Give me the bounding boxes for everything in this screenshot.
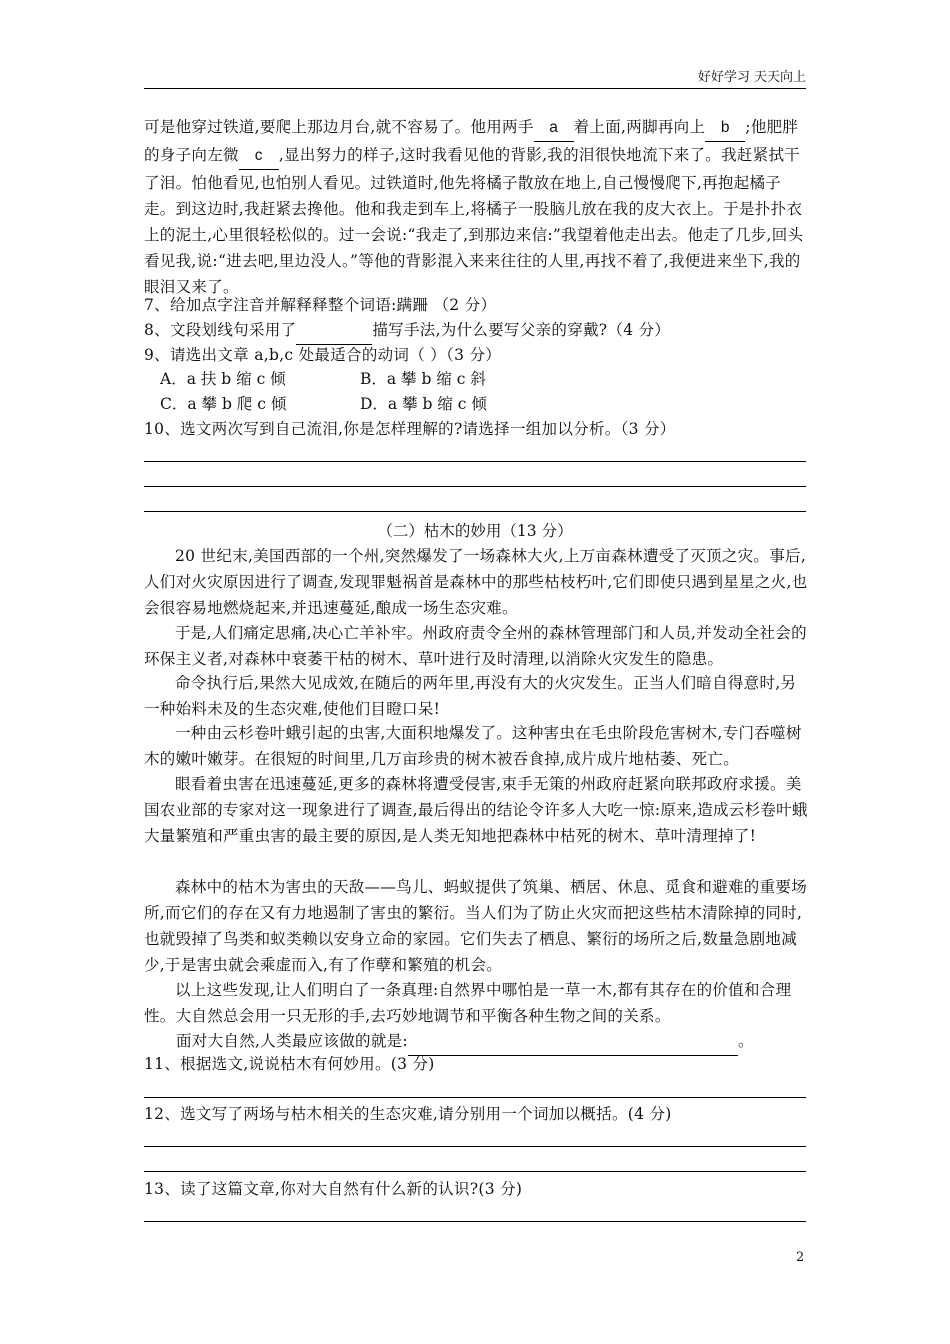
section2-title: （二）枯木的妙用（13 分） <box>377 522 573 540</box>
passage2-paragraph: 以上这些发现,让人们明白了一条真理:自然界中哪怕是一草一木,都有其存在的价值和合理性。大自然总会用一只无形的手,去巧妙地调节和平衡各种生物之间的关系。 <box>144 981 792 1025</box>
page-number: 2 <box>796 1250 805 1265</box>
page-header: 好好学习 天天向上 <box>697 70 806 85</box>
option-c: C．a 攀 b 爬 c 倾 <box>160 395 287 413</box>
answer-line <box>144 1221 806 1222</box>
passage2-paragraph: 森林中的枯木为害虫的天敌——鸟儿、蚂蚁提供了筑巢、栖居、休息、觅食和避难的重要场所,而它们的存在又有力地遏制了害虫的繁衍。当人们为了防止火灾而把这些枯木清除掉的同时,也就毁掉了鸟类和蚁类赖以安身立命的家园。它们失去了栖息、繁衍的场所之后,数量急剧地减少,于是害虫就会乘虚而入,有了作孽和繁殖的机会。 <box>144 878 808 974</box>
answer-line <box>144 461 806 462</box>
option-b: B．a 攀 b 缩 c 斜 <box>360 370 486 388</box>
passage1-text: 肥胖的身子向左微 <box>144 118 799 164</box>
passage2-paragraph: 20 世纪末,美国西部的一个州,突然爆发了一场森林大火,上万亩森林遭受了灭顶之灾。事后,人们对火灾原因进行了调查,发现罪魁祸首是森林中的那些枯枝朽叶,它们即使只遇到星星之火,也会很容易地燃烧起来,并迅速蔓延,酿成一场生态灾难。 <box>144 547 808 617</box>
answer-line <box>144 1146 806 1147</box>
option-d: D．a 攀 b 缩 c 倾 <box>360 395 487 413</box>
passage1-text: 可是他穿过铁道,要爬上那边月台,就不容易了。他用两手 <box>144 118 534 136</box>
question-12: 12、选文写了两场与枯木相关的生态灾难,请分别用一个词加以概括。(4 分) <box>144 1105 672 1123</box>
blank-a: a <box>534 115 574 142</box>
passage1-text: 着上面,两脚再向上 <box>573 118 706 136</box>
blank-c: c <box>239 143 279 170</box>
passage1-text: ;他 <box>745 118 767 136</box>
question-11: 11、根据选文,说说枯木有何妙用。(3 分) <box>144 1055 435 1073</box>
passage2-paragraph: 于是,人们痛定思痛,决心亡羊补牢。州政府责令全州的森林管理部门和人员,并发动全社会的环保主义者,对森林中衰萎干枯的树木、草叶进行及时清理,以消除火灾发生的隐患。 <box>144 624 807 668</box>
question-13: 13、读了这篇文章,你对大自然有什么新的认识?(3 分) <box>144 1180 523 1198</box>
passage2-text: 。 <box>737 1032 754 1050</box>
passage1-text: 赶紧拭干了泪。怕他看见,也怕别人看见。过铁道时,他先将橘子散放在地上,自己慢慢爬下,再抱起橘子走。到这边时,我赶紧去搀他。他和我走到车上,将橘子一股脑儿放在我的皮大衣上。于是扑扑衣上的泥土,心里很轻松似的。过一会说:“我走了,到那边来信:”我望着他走出去。他走了几步,回头看见我,说:“进去吧,里边没人。”等他的背影混入来来往往的人里,再找不着了,我便进来坐下,我的眼泪又来了。 <box>144 146 804 296</box>
option-a: A．a 扶 b 缩 c 倾 <box>160 370 286 388</box>
header-rule <box>144 88 806 89</box>
question-7: 7、给加点字注音并解释释整个词语:蹒跚 （2 分） <box>144 296 497 314</box>
passage1 <box>144 114 808 300</box>
answer-line <box>144 511 806 512</box>
question-8-text: 8、文段划线句采用了 <box>144 321 297 339</box>
question-8-text: 描写手法,为什么要写父亲的穿戴?（4 分） <box>372 321 671 339</box>
passage1-text: ,显出努力的样子,这时我看见他的背影,我的泪很快地流下来了。我 <box>278 146 737 164</box>
answer-line <box>144 486 806 487</box>
passage2-text: 面对大自然,人类最应该做的就是: <box>176 1032 408 1050</box>
answer-line <box>144 1097 806 1098</box>
answer-line <box>144 1171 806 1172</box>
question-9: 9、请选出文章 a,b,c 处最适合的动词（ ）（3 分） <box>144 346 502 364</box>
answer-blank <box>296 318 372 345</box>
passage2-paragraph: 眼看着虫害在迅速蔓延,更多的森林将遭受侵害,束手无策的州政府赶紧向联邦政府求援。美国农业部的专家对这一现象进行了调查,最后得出的结论令许多人大吃一惊:原来,造成云杉卷叶蛾大量繁殖和严重虫害的最主要的原因,是人类无知地把森林中枯死的树木、草叶清理掉了! <box>144 775 808 845</box>
passage2-paragraph: 一种由云杉卷叶蛾引起的虫害,大面积地爆发了。这种害虫在毛虫阶段危害树木,专门吞噬树木的嫩叶嫩芽。在很短的时间里,几万亩珍贵的树木被吞食掉,成片成片地枯萎、死亡。 <box>144 724 802 768</box>
passage2-paragraph: 命令执行后,果然大见成效,在随后的两年里,再没有大的火灾发生。正当人们暗自得意时,另一种始料未及的生态灾难,使他们目瞪口呆! <box>144 674 797 718</box>
blank-b: b <box>705 115 745 142</box>
question-10: 10、选文两次写到自己流泪,你是怎样理解的?请选择一组加以分析。（3 分） <box>144 420 676 438</box>
question-8 <box>144 317 808 345</box>
